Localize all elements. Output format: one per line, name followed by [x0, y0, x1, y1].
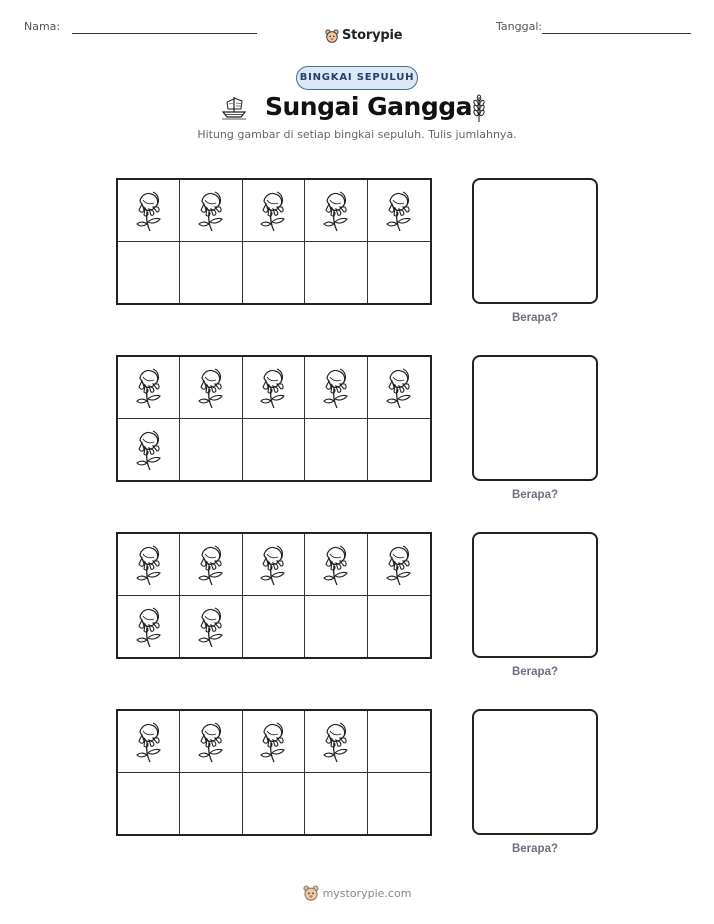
worksheet-header — [0, 14, 714, 43]
ten-frame — [116, 532, 432, 659]
ten-frame-cell — [118, 242, 180, 304]
flower-icon — [319, 719, 353, 763]
ten-frame — [116, 355, 432, 482]
ten-frame-cell — [368, 242, 430, 304]
footer-site-link[interactable]: mystorypie.com — [322, 886, 412, 900]
ten-frame-cell — [118, 711, 180, 773]
brand-logo — [325, 28, 402, 43]
answer-label: Berapa? — [511, 666, 559, 678]
flower-icon — [256, 365, 290, 409]
boat-icon — [221, 94, 247, 120]
ten-frame-cell — [305, 357, 367, 419]
title-row — [0, 92, 714, 126]
footer — [0, 885, 714, 901]
flower-icon — [256, 719, 290, 763]
ten-frame-cell — [243, 242, 305, 304]
ten-frame-cell — [305, 596, 367, 658]
flower-icon — [194, 604, 228, 648]
ten-frame-cell — [305, 180, 367, 242]
flower-icon — [256, 542, 290, 586]
wheat-icon — [468, 93, 490, 123]
flower-icon — [194, 719, 228, 763]
ten-frame-cell — [243, 773, 305, 835]
answer-box[interactable] — [472, 532, 598, 658]
date-field-line[interactable] — [542, 33, 691, 34]
flower-icon — [132, 188, 166, 232]
flower-icon — [132, 604, 166, 648]
ten-frame-cell — [180, 711, 242, 773]
ten-frame-cell — [180, 596, 242, 658]
ten-frame-cell — [243, 711, 305, 773]
flower-icon — [382, 365, 416, 409]
ten-frame-cell — [118, 534, 180, 596]
ten-frame-cell — [180, 180, 242, 242]
ten-frame-cell — [243, 357, 305, 419]
ten-frame-cell — [180, 773, 242, 835]
answer-box[interactable] — [472, 355, 598, 481]
answer-label: Berapa? — [511, 312, 559, 324]
ten-frame-cell — [305, 242, 367, 304]
ten-frame-cell — [368, 711, 430, 773]
ten-frame-cell — [368, 180, 430, 242]
ten-frame-cell — [305, 711, 367, 773]
flower-icon — [132, 542, 166, 586]
ten-frame-cell — [118, 773, 180, 835]
flower-icon — [132, 719, 166, 763]
ten-frame-cell — [368, 357, 430, 419]
flower-icon — [382, 188, 416, 232]
ten-frame-cell — [368, 419, 430, 481]
ten-frame-cell — [180, 419, 242, 481]
ten-frame-cell — [243, 596, 305, 658]
flower-icon — [319, 542, 353, 586]
flower-icon — [256, 188, 290, 232]
ten-frame-cell — [180, 242, 242, 304]
flower-icon — [319, 188, 353, 232]
ten-frame-cell — [243, 534, 305, 596]
flower-icon — [194, 188, 228, 232]
page-title: Sungai Gangga — [265, 92, 472, 121]
answer-label: Berapa? — [511, 843, 559, 855]
answer-box[interactable] — [472, 178, 598, 304]
ten-frame-cell — [368, 596, 430, 658]
answer-box[interactable] — [472, 709, 598, 835]
ten-frame-cell — [305, 773, 367, 835]
flower-icon — [319, 365, 353, 409]
ten-frame-cell — [368, 773, 430, 835]
ten-frame — [116, 709, 432, 836]
ten-frame-cell — [118, 180, 180, 242]
ten-frame-cell — [118, 596, 180, 658]
worksheet-type-badge: BINGKAI SEPULUH — [296, 66, 418, 90]
mascot-icon — [303, 885, 319, 901]
flower-icon — [194, 542, 228, 586]
brand-name: Storypie — [342, 28, 403, 43]
date-label: Tanggal: — [496, 20, 543, 33]
ten-frame-cell — [118, 419, 180, 481]
flower-icon — [132, 427, 166, 471]
ten-frame-cell — [243, 180, 305, 242]
ten-frame-cell — [305, 534, 367, 596]
mascot-icon — [325, 29, 339, 43]
answer-label: Berapa? — [511, 489, 559, 501]
name-field-line[interactable] — [72, 33, 257, 34]
name-label: Nama: — [24, 20, 61, 33]
ten-frame-cell — [305, 419, 367, 481]
flower-icon — [382, 542, 416, 586]
ten-frame — [116, 178, 432, 305]
ten-frame-cell — [243, 419, 305, 481]
ten-frame-cell — [180, 534, 242, 596]
flower-icon — [132, 365, 166, 409]
ten-frame-cell — [180, 357, 242, 419]
flower-icon — [194, 365, 228, 409]
ten-frame-cell — [118, 357, 180, 419]
instructions-text: Hitung gambar di setiap bingkai sepuluh. Tulis jumlahnya. — [197, 128, 517, 141]
ten-frame-cell — [368, 534, 430, 596]
